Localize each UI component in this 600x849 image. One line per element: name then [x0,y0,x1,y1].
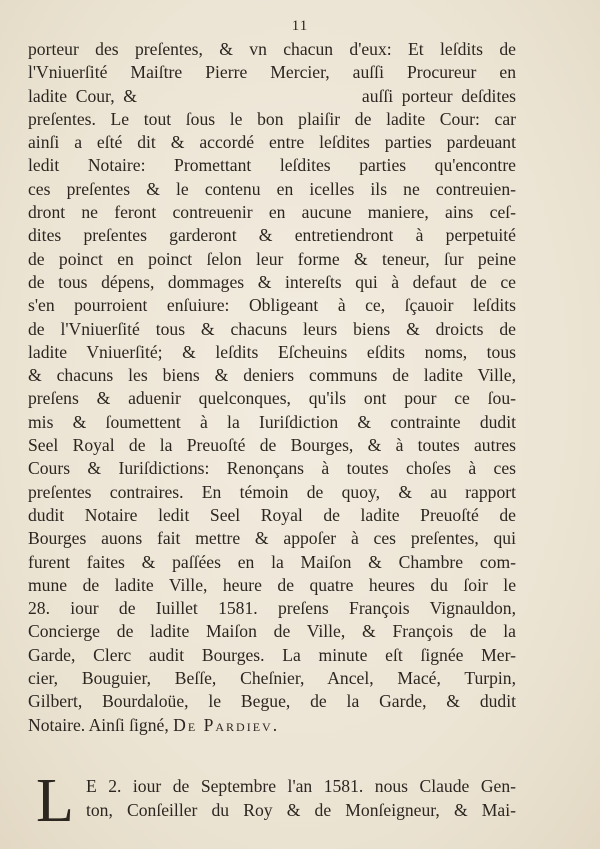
text-line: dudit Notaire ledit Seel Royal de ladite Preuoſté de [28,504,516,525]
page-number: 11 [291,18,309,34]
paragraph-lines [86,774,516,822]
text-line: Garde, Clerc audit Bourges. La minute eſt ſignée Mer- [28,644,516,665]
text-line: ladite Cour, & auſſi porteur deſdites [28,85,516,106]
text-line: E 2. iour de Septembre l'an 1581. nous Claude Gen- [86,776,516,796]
text-line: l'Vniuerſité Maiſtre Pierre Mercier, auſſi Procureur en [28,62,516,83]
text-line: dites preſentes garderont & entretiendront à perpetuité [28,225,516,246]
text-line: Concierge de ladite Maiſon de Ville, & François de la [28,621,516,642]
text-line: ledit Notaire: Promettant leſdites parties qu'encontre [28,155,516,176]
text-line: ainſi a eſté dit & accordé entre leſdites parties pardeuant [28,132,516,153]
text-line: mune de ladite Ville, heure de quatre heures du ſoir le [28,574,516,595]
notary-signature: De Pardiev. [173,714,280,735]
text-line: ton, Conſeiller du Roy & de Monſeigneur, & Mai- [86,800,516,820]
text-line: mis & ſoumettent à la Iuriſdiction & contrainte dudit [28,411,516,432]
text-line: Gilbert, Bourdaloüe, le Begue, de la Garde, & dudit [28,691,516,712]
drop-cap: L [36,767,74,835]
text-line: furent faites & paſſées en la Maiſon & Chambre com- [28,551,516,572]
body-text [28,38,516,737]
text-line: Seel Royal de la Preuoſté de Bourges, & à toutes autres [28,435,516,456]
text-line: Bourges auons fait mettre & appoſer à ces preſentes, qui [28,528,516,549]
text-line: de poinct en poinct ſelon leur forme & teneur, ſur peine [28,248,516,269]
text-line: ces preſentes & le contenu en icelles ils ne contreuien- [28,178,516,199]
text-line: preſentes contraires. En témoin de quoy, & au rapport [28,481,516,502]
text-line: & chacuns les biens & deniers communs de ladite Ville, [28,365,516,386]
closing-text: Notaire. Ainſi ſigné, [28,714,169,735]
text-line: ladite Vniuerſité; & leſdits Eſcheuins eſdits noms, tous [28,341,516,362]
text-line: dront ne feront contreuenir en aucune maniere, ains ceſ- [28,202,516,223]
text-line: de tous dépens, dommages & intereſts qui à defaut de ce [28,271,516,292]
new-paragraph [36,767,516,835]
text-line: de l'Vniuerſité tous & chacuns leurs biens & droicts de [28,318,516,339]
text-line: s'en pourroient enſuiure: Obligeant à ce, ſçauoir leſdits [28,295,516,316]
text-line: porteur des preſentes, & vn chacun d'eux: Et leſdits de [28,39,516,59]
text-line: 28. iour de Iuillet 1581. preſens François Vignauldon, [28,598,516,619]
text-line: preſentes. Le tout ſous le bon plaiſir de ladite Cour: car [28,108,516,129]
text-line: preſens & aduenir quelconques, qu'ils ont pour ce ſou- [28,388,516,409]
closing-line [28,714,516,737]
text-line: Cours & Iuriſdictions: Renonçans à toutes choſes à ces [28,458,516,479]
text-line: cier, Bouguier, Beſſe, Cheſnier, Ancel, Macé, Turpin, [28,668,516,689]
